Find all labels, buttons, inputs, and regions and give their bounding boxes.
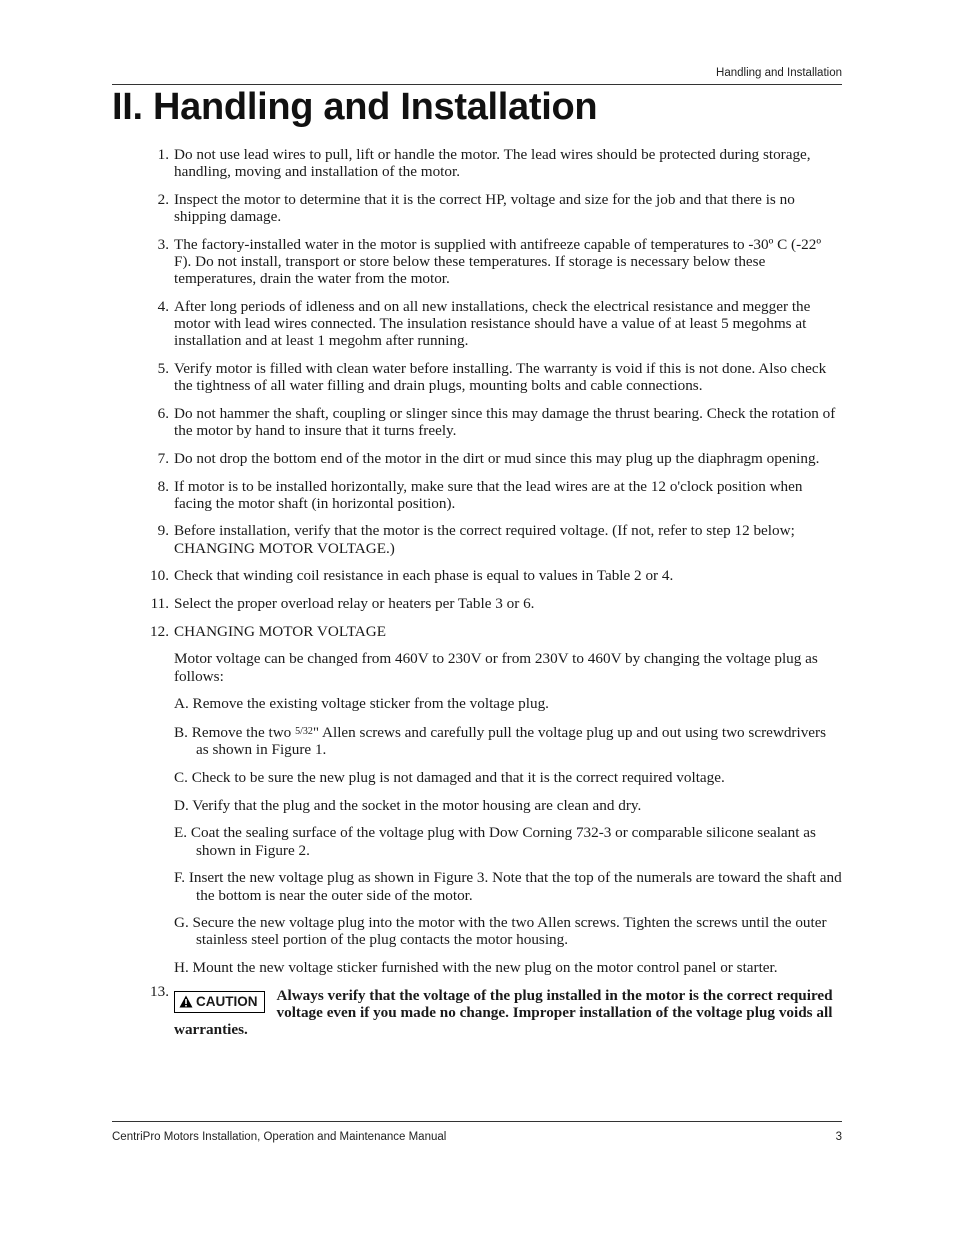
caution-label: CAUTION xyxy=(196,993,258,1009)
page-title: II. Handling and Installation xyxy=(112,86,598,128)
item-number: 1. xyxy=(157,146,169,163)
intro-paragraph: Motor voltage can be changed from 460V to 230V or from 230V to 460V by changing the voltage plug as follows: xyxy=(174,650,818,685)
page-number: 3 xyxy=(835,1131,842,1143)
list-item xyxy=(112,405,842,439)
sub-step: G. Secure the new voltage plug into the motor with the two Allen screws. Tighten the screws until the outer stainless steel portion of the plug contacts the motor housing. xyxy=(174,914,827,949)
fraction: 5/32 xyxy=(295,726,313,738)
item-number: 13. xyxy=(150,982,169,1000)
list-item xyxy=(112,450,842,467)
list-item xyxy=(112,298,842,350)
sub-step: A. Remove the existing voltage sticker from the voltage plug. xyxy=(174,695,549,713)
item-number: 5. xyxy=(157,360,169,378)
sub-step: C. Check to be sure the new plug is not damaged and that it is the correct required voltage. xyxy=(174,768,725,786)
item-text: Do not drop the bottom end of the motor in the dirt or mud since this may plug up the diaphragm opening. xyxy=(174,449,820,467)
list-item-caution xyxy=(112,982,842,1039)
item-text: Before installation, verify that the motor is the correct required voltage. (If not, refer to step 12 below; CHANGING MOTOR VOLTAGE.) xyxy=(174,522,795,557)
item-text: If motor is to be installed horizontally, make sure that the lead wires are at the 12 o'clock position when facing the motor shaft (in horizontal position). xyxy=(174,477,803,512)
list-item xyxy=(112,146,842,180)
footer-rule xyxy=(112,1121,842,1122)
sub-step: E. Coat the sealing surface of the voltage plug with Dow Corning 732-3 or comparable silicone sealant as shown in Figure 2. xyxy=(174,824,816,859)
item-text: After long periods of idleness and on all new installations, check the electrical resistance and megger the motor with lead wires connected. The insulation resistance should have a value of at least 5 megohms at installation and at least 1 megohm after running. xyxy=(174,297,811,350)
list-item xyxy=(112,478,842,512)
list-item xyxy=(112,522,842,556)
sub-step: D. Verify that the plug and the socket in the motor housing are clean and dry. xyxy=(174,796,642,814)
list-item xyxy=(112,236,842,288)
warning-triangle-icon xyxy=(179,995,193,1008)
item-number: 6. xyxy=(157,404,169,422)
list-item xyxy=(112,360,842,394)
item-number: 7. xyxy=(157,449,169,467)
footer-manual-title: CentriPro Motors Installation, Operation and Maintenance Manual xyxy=(112,1131,447,1143)
item-number: 11. xyxy=(150,595,169,613)
list-item xyxy=(112,595,842,612)
item-number: 2. xyxy=(157,190,169,208)
item-number: 12. xyxy=(150,622,169,640)
caution-badge xyxy=(174,991,265,1013)
item-text: Check that winding coil resistance in each phase is equal to values in Table 2 or 4. xyxy=(174,567,674,585)
item-number: 8. xyxy=(157,477,169,495)
item-number: 4. xyxy=(157,297,169,315)
item-number: 10. xyxy=(150,567,169,585)
caution-text: Always verify that the voltage of the plug installed in the motor is the correct required voltage even if you made no change. Improper installation of the voltage plug voids all warranties. xyxy=(174,986,833,1039)
list-item xyxy=(112,191,842,225)
section-heading: CHANGING MOTOR VOLTAGE xyxy=(174,622,386,640)
sub-step: H. Mount the new voltage sticker furnished with the new plug on the motor control panel or starter. xyxy=(174,959,778,977)
item-text: The factory-installed water in the motor is supplied with antifreeze capable of temperatures to -30º C (-22º F). Do not install, transport or store below these temperatures. If storage is necessary below these temperatures, drain the water from the motor. xyxy=(174,235,822,288)
item-text: Do not hammer the shaft, coupling or slinger since this may damage the thrust bearing. Check the rotation of the motor by hand to insure that it turns freely. xyxy=(174,404,836,440)
item-text: Select the proper overload relay or heaters per Table 3 or 6. xyxy=(174,595,535,613)
list-item-changing-voltage xyxy=(112,623,842,977)
running-header: Handling and Installation xyxy=(716,67,842,79)
header-rule xyxy=(112,84,842,85)
item-text: Do not use lead wires to pull, lift or handle the motor. The lead wires should be protected during storage, handling, moving and installation of the motor. xyxy=(174,146,811,181)
instructions-list xyxy=(112,146,842,1049)
sub-step: F. Insert the new voltage plug as shown in Figure 3. Note that the top of the numerals are toward the shaft and the bottom is near the outer side of the motor. xyxy=(174,869,842,904)
sub-step: B. Remove the two 5/32" Allen screws and carefully pull the voltage plug up and out using two screwdrivers as shown in Figure 1. xyxy=(174,724,827,759)
item-number: 3. xyxy=(157,235,169,253)
item-text: Verify motor is filled with clean water before installing. The warranty is void if this is not done. Also check the tightness of all water filling and drain plugs, mounting bolts and cable connections. xyxy=(174,360,827,395)
list-item xyxy=(112,567,842,584)
item-number: 9. xyxy=(157,522,169,540)
item-text: Inspect the motor to determine that it is the correct HP, voltage and size for the job and that there is no shipping damage. xyxy=(174,190,795,226)
